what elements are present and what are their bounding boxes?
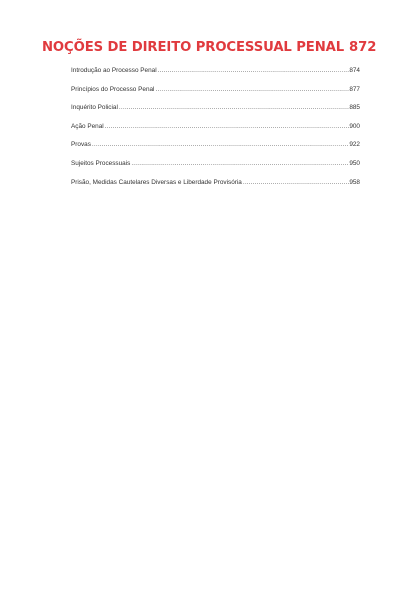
- toc-entry-label: Ação Penal: [71, 122, 104, 130]
- toc-entry-page: 874: [349, 67, 360, 74]
- toc-entry-leader: [155, 85, 349, 95]
- toc-entry-principios[interactable]: [71, 85, 360, 104]
- toc-entry-label: Inquérito Policial: [71, 104, 118, 112]
- toc-entry-leader: [105, 122, 350, 132]
- toc-entry-page: 900: [349, 122, 360, 130]
- toc-entry-acao-penal[interactable]: [71, 122, 360, 141]
- toc-entry-label: Sujeitos Processuais: [71, 159, 131, 167]
- toc-entry-leader: [131, 159, 349, 169]
- toc-entry-provas[interactable]: [71, 140, 360, 159]
- toc-entry-page: 885: [349, 104, 360, 112]
- toc-entry-page: 950: [349, 159, 360, 167]
- toc-entry-leader: [92, 140, 349, 150]
- toc-entry-sujeitos[interactable]: [71, 159, 360, 178]
- toc-entry-page: 877: [349, 85, 360, 93]
- toc-entry-leader: [119, 103, 349, 113]
- toc-entry-label: Princípios do Processo Penal: [71, 85, 155, 93]
- toc-entry-page: 922: [349, 141, 360, 149]
- toc-entry-leader: [243, 178, 349, 188]
- section-title-page: 872: [349, 40, 377, 55]
- toc-entry-introducao[interactable]: [71, 66, 360, 85]
- toc-entry-label: Provas: [71, 141, 91, 149]
- toc-entry-page: 958: [349, 178, 360, 186]
- section-title: [42, 40, 377, 56]
- toc-entry-inquerito[interactable]: [71, 103, 360, 122]
- toc-entry-prisao[interactable]: [71, 178, 360, 197]
- toc-entry-label: Prisão, Medidas Cautelares Diversas e Liberdade Provisória: [71, 178, 242, 186]
- section-title-label: NOÇÕES DE DIREITO PROCESSUAL PENAL: [42, 40, 345, 55]
- toc-entry-label: Introdução ao Processo Penal: [71, 67, 157, 74]
- toc-list: [71, 66, 360, 196]
- toc-entry-leader: [158, 66, 350, 76]
